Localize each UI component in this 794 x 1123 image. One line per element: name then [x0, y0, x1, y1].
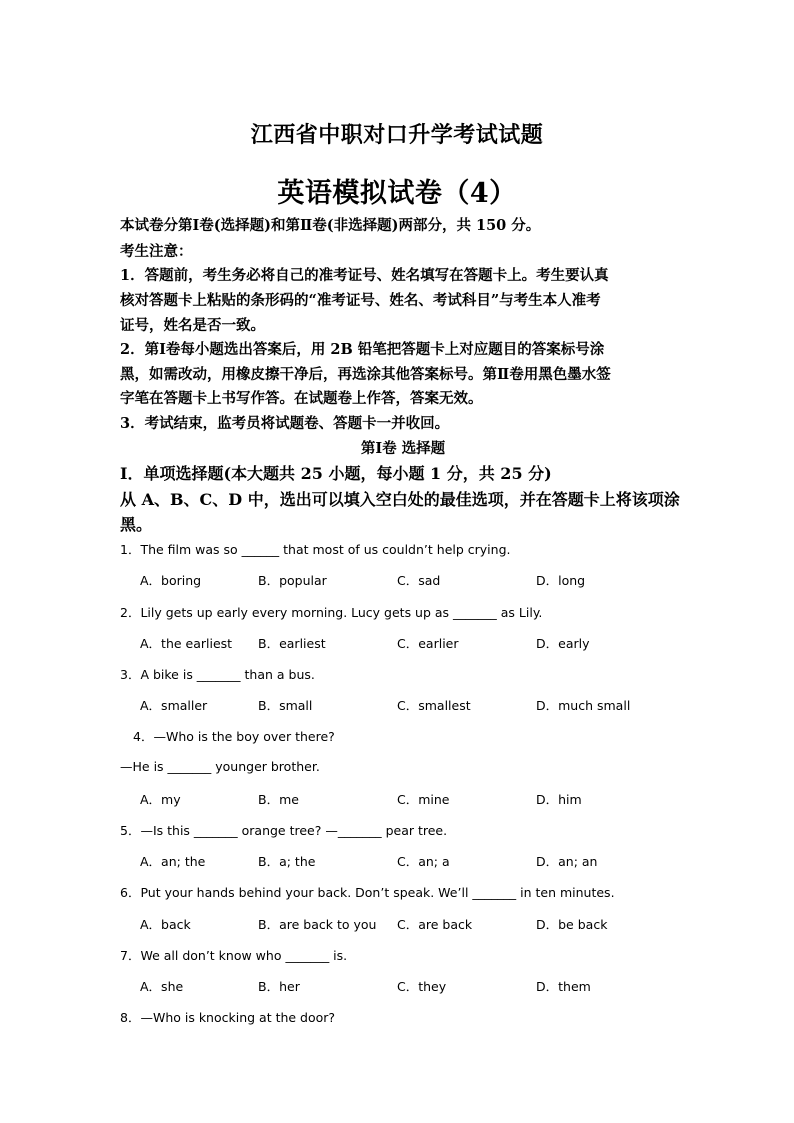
- option-b: B．a; the: [258, 854, 316, 869]
- notice-2-line-3: 字笔在答题卡上书写作答。在试题卷上作答，答案无效。: [120, 390, 483, 407]
- question-stem: 1．The film was so ______ that most of us couldn’t help crying.: [120, 542, 511, 557]
- option-b: B．me: [258, 792, 299, 807]
- notice-3: 3．考试结束，监考员将试题卷、答题卡一并收回。: [120, 415, 450, 432]
- section-instruction-line-2: 黑。: [120, 515, 153, 534]
- notice-1-line-1: 1．答题前，考生务必将自己的准考证号、姓名填写在答题卡上。考生要认真: [120, 267, 609, 284]
- option-b: B．her: [258, 979, 300, 994]
- option-a: A．the earliest: [140, 636, 233, 651]
- question-stem: 2．Lily gets up early every morning. Lucy gets up as _______ as Lily.: [120, 605, 543, 620]
- notice-1-line-2: 核对答题卡上粘贴的条形码的“准考证号、姓名、考试科目”与考生本人准考: [120, 292, 601, 309]
- option-d: D．him: [536, 792, 582, 807]
- question-stem-line-2: —He is _______ younger brother.: [120, 759, 320, 774]
- option-c: C．smallest: [397, 698, 471, 713]
- option-d: D．early: [536, 636, 590, 651]
- option-c: C．earlier: [397, 636, 459, 651]
- notice-heading: 考生注意：: [120, 243, 193, 260]
- option-d: D．be back: [536, 917, 608, 932]
- question-stem: 3．A bike is _______ than a bus.: [120, 667, 315, 682]
- option-c: C．they: [397, 979, 447, 994]
- page-title: 江西省中职对口升学考试试题: [250, 122, 544, 148]
- option-d: D．much small: [536, 698, 631, 713]
- option-a: A．smaller: [140, 698, 208, 713]
- option-a: A．boring: [140, 573, 202, 588]
- option-c: C．mine: [397, 792, 450, 807]
- option-c: C．sad: [397, 573, 441, 588]
- part-title: 第Ⅰ卷 选择题: [360, 440, 446, 457]
- option-c: C．an; a: [397, 854, 450, 869]
- option-a: A．my: [140, 792, 181, 807]
- option-a: A．back: [140, 917, 191, 932]
- page-subtitle: 英语模拟试卷（4）: [277, 178, 517, 209]
- question-stem: 4．—Who is the boy over there?: [133, 729, 335, 744]
- option-c: C．are back: [397, 917, 473, 932]
- option-b: B．popular: [258, 573, 327, 588]
- option-d: D．an; an: [536, 854, 598, 869]
- intro-line: 本试卷分第Ⅰ卷(选择题)和第Ⅱ卷(非选择题)两部分，共 150 分。: [120, 217, 541, 234]
- option-b: B．small: [258, 698, 313, 713]
- question-stem: 6．Put your hands behind your back. Don’t speak. We’ll _______ in ten minutes.: [120, 885, 615, 900]
- question-stem: 7．We all don’t know who _______ is.: [120, 948, 348, 963]
- option-d: D．long: [536, 573, 586, 588]
- notice-2-line-2: 黑，如需改动，用橡皮擦干净后，再选涂其他答案标号。第Ⅱ卷用黑色墨水签: [120, 366, 611, 383]
- option-b: B．are back to you: [258, 917, 377, 932]
- question-stem: 8．—Who is knocking at the door?: [120, 1010, 336, 1025]
- section-instruction-line-1: 从 A、B、C、D 中，选出可以填入空白处的最佳选项，并在答题卡上将该项涂: [120, 490, 680, 509]
- option-a: A．an; the: [140, 854, 206, 869]
- option-a: A．she: [140, 979, 184, 994]
- option-b: B．earliest: [258, 636, 326, 651]
- notice-1-line-3: 证号，姓名是否一致。: [120, 317, 265, 334]
- section-heading: Ⅰ．单项选择题(本大题共 25 小题，每小题 1 分，共 25 分): [120, 464, 552, 483]
- notice-2-line-1: 2．第Ⅰ卷每小题选出答案后，用 2B 铅笔把答题卡上对应题目的答案标号涂: [120, 341, 605, 358]
- option-d: D．them: [536, 979, 591, 994]
- question-stem: 5．—Is this _______ orange tree? —_______ pear tree.: [120, 823, 448, 838]
